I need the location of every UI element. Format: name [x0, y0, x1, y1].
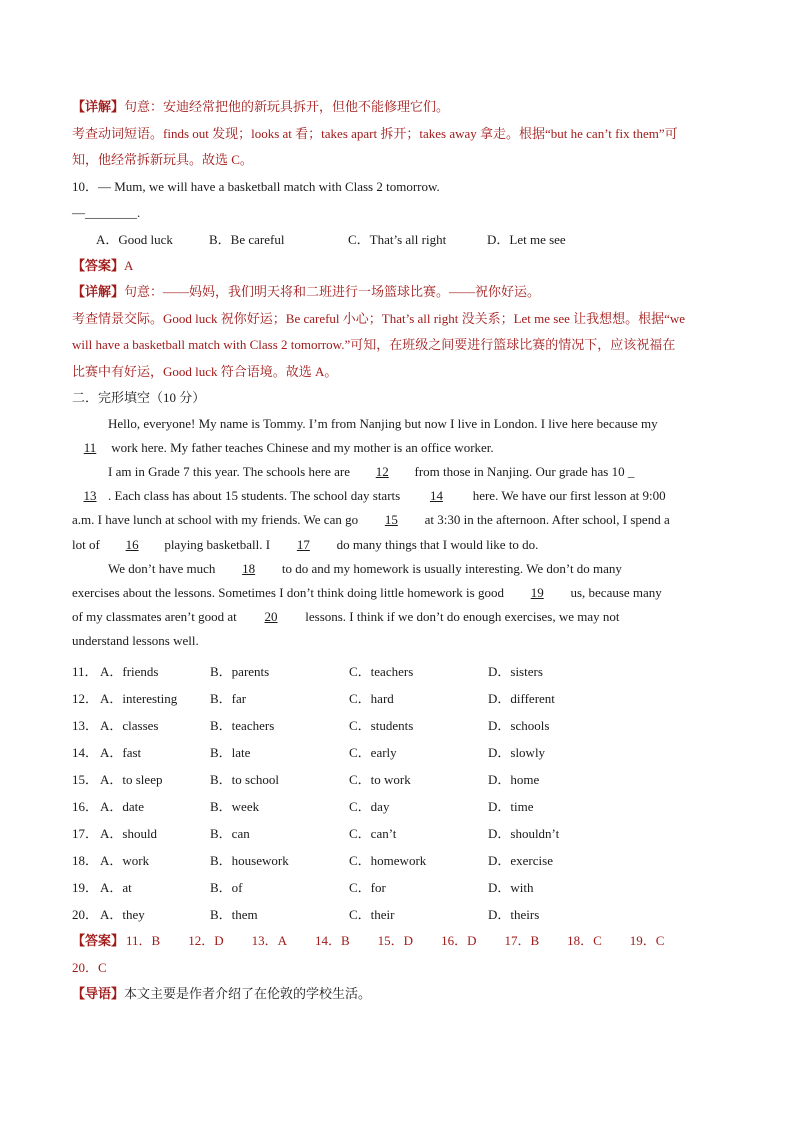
option-row	[72, 874, 724, 901]
q9-explain-line: 考查动词短语。finds out 发现；looks at 看；takes apart 拆开；takes away 拿走。根据“but he can’t fix them”可	[72, 125, 678, 141]
guide-line	[72, 981, 724, 1008]
blank-15: 15	[384, 512, 398, 528]
option-row	[72, 793, 724, 820]
explain-text: 句意：安迪经常把他的新玩具拆开，但他不能修理它们。	[124, 99, 450, 114]
option-a: A．should	[100, 826, 158, 842]
blank-19: 19	[530, 584, 544, 600]
option-b: B．can	[210, 826, 250, 842]
question-number: 18．	[72, 853, 99, 869]
option-d: D．shouldn’t	[488, 826, 560, 842]
option-c: C．for	[349, 880, 386, 896]
q9-explain-line	[72, 94, 724, 121]
section-title: 二．完形填空（10 分）	[72, 390, 206, 405]
option-a: A．they	[100, 907, 145, 923]
passage-line	[72, 581, 724, 605]
passage-line: Hello, everyone! My name is Tommy. I’m from Nanjing but now I live in London. I live here because my	[108, 415, 658, 431]
blank-11: 11	[83, 439, 97, 455]
option-d: D．slowly	[488, 744, 546, 760]
option-d: D．home	[488, 771, 540, 787]
options-list	[72, 658, 724, 929]
question-10-explain: 比赛中有好运，Good luck 符合语境。故选 A。	[72, 363, 338, 379]
passage-text: We don’t have much	[108, 560, 216, 576]
option-c: C．their	[349, 907, 395, 923]
explain-text: 句意：——妈妈，我们明天将和二班进行一场篮球比赛。——祝你好运。	[124, 284, 541, 299]
passage-text: here. We have our first lesson at 9:00	[472, 488, 666, 504]
question-number: 19．	[72, 880, 99, 896]
option-b: B．them	[210, 907, 258, 923]
option-a: A．to sleep	[100, 771, 163, 787]
blank-14: 14	[429, 488, 443, 504]
option-b: B．late	[210, 744, 251, 760]
cloze-passage	[72, 412, 724, 654]
answer-item: 14．B	[315, 933, 350, 949]
passage-text: to do and my homework is usually interesting. We don’t do many	[281, 560, 622, 576]
passage-line	[72, 533, 724, 557]
option-row	[72, 820, 724, 847]
option-c: C．homework	[349, 853, 427, 869]
option-c: C．to work	[349, 771, 411, 787]
answer-item: 11．B	[126, 933, 161, 949]
question-number: 13．	[72, 717, 99, 733]
question-number: 15．	[72, 771, 99, 787]
question-number: 16．	[72, 799, 99, 814]
option-b: B．housework	[210, 853, 289, 869]
question-10-explain: will have a basketball match with Class 2 tomorrow.”可知，在班级之间要进行篮球比赛的情况下，应该祝福在	[72, 337, 676, 352]
blank-13: 13	[83, 488, 97, 504]
passage-text: us, because many	[570, 584, 662, 600]
option-row	[72, 847, 724, 874]
option-c: C．teachers	[349, 663, 414, 679]
question-10-explain	[72, 279, 724, 306]
passage-text: exercises about the lessons. Sometimes I don’t think doing little homework is good	[72, 584, 504, 600]
passage-text: a.m. I have lunch at school with my friends. We can go	[72, 512, 359, 528]
option-a: A．at	[100, 880, 132, 896]
passage-line: understand lessons well.	[72, 633, 199, 649]
option-row	[72, 658, 724, 685]
question-number: 12．	[72, 690, 99, 706]
option-b: B．far	[210, 690, 247, 706]
option-b: B．Be careful	[209, 231, 285, 247]
option-d: D．with	[488, 880, 534, 896]
question-number: 14．	[72, 744, 99, 760]
option-c: C．day	[349, 799, 390, 814]
blank-20: 20	[264, 609, 278, 625]
question-number: 17．	[72, 826, 99, 842]
question-10-answer	[72, 253, 724, 280]
answer-item: 16．D	[441, 933, 477, 949]
option-c: C．early	[349, 744, 397, 760]
passage-line	[72, 508, 724, 532]
passage-text: of my classmates aren’t good at	[72, 609, 237, 625]
option-row	[72, 685, 724, 712]
option-d: D．schools	[488, 717, 550, 733]
passage-text: do many things that I would like to do.	[336, 536, 539, 552]
option-b: B．of	[210, 880, 243, 896]
question-10-options	[72, 227, 724, 253]
answer-items	[126, 928, 692, 955]
question-10-explain: 考查情景交际。Good luck 祝你好运；Be careful 小心；That’s all right 没关系；Let me see 让我想想。根据“we	[72, 310, 686, 326]
answer-item: 15．D	[377, 933, 414, 949]
option-a: A．work	[100, 853, 150, 869]
passage-text: playing basketball. I	[164, 536, 271, 552]
answer-item: 13．A	[251, 933, 287, 949]
option-a: A．classes	[100, 717, 159, 733]
option-d: D．sisters	[488, 663, 543, 679]
option-c: C．students	[349, 717, 414, 733]
passage-text: lessons. I think if we don’t do enough exercises, we may not	[305, 609, 620, 625]
guide-text: 本文主要是作者介绍了在伦敦的学校生活。	[124, 986, 372, 1002]
option-row	[72, 739, 724, 766]
guide-tag: 【导语】	[72, 986, 125, 1002]
option-a: A．fast	[100, 744, 142, 760]
blank-17: 17	[296, 536, 310, 552]
option-row	[72, 766, 724, 793]
option-b: B．week	[210, 799, 260, 814]
option-c: C．can’t	[349, 826, 397, 842]
answer-tag: 【答案】	[72, 257, 125, 273]
option-d: D．theirs	[488, 907, 540, 923]
passage-text: lot of	[72, 536, 100, 552]
blank-16: 16	[125, 536, 139, 552]
answer-value: A	[124, 257, 134, 273]
question-number: 11．	[72, 663, 98, 679]
answer-tag: 【答案】	[72, 933, 125, 949]
option-a: A．Good luck	[96, 231, 173, 247]
passage-line	[72, 484, 724, 508]
answer-item: 17．B	[504, 933, 540, 949]
option-row	[72, 901, 724, 928]
explain-tag: 【详解】	[72, 99, 125, 114]
passage-line	[72, 557, 724, 581]
option-c: C．hard	[349, 690, 394, 706]
passage-text: work here. My father teaches Chinese and my mother is an office worker.	[111, 439, 494, 455]
passage-line	[72, 460, 724, 484]
option-b: B．to school	[210, 771, 279, 787]
option-a: A．friends	[100, 663, 159, 679]
option-d: D．time	[488, 799, 534, 814]
explain-tag: 【详解】	[72, 284, 125, 299]
answer-item: 12．D	[188, 933, 224, 949]
answers-line-2: 20．C	[72, 959, 107, 975]
blank-12: 12	[375, 463, 389, 479]
question-10-reply: —________.	[72, 205, 141, 220]
q9-explain-line: 知，他经常拆新玩具。故选 C。	[72, 152, 253, 167]
option-c: C．That’s all right	[348, 231, 447, 247]
option-b: B．parents	[210, 663, 270, 679]
answers-line	[72, 928, 724, 955]
document-page	[72, 94, 724, 1008]
passage-text: . Each class has about 15 students. The school day starts	[108, 488, 401, 504]
option-row	[72, 712, 724, 739]
blank-18: 18	[242, 560, 256, 576]
passage-text: from those in Nanjing. Our grade has 10 _	[414, 463, 635, 479]
question-10-stem: 10．— Mum, we will have a basketball match with Class 2 tomorrow.	[72, 178, 440, 194]
option-a: A．date	[100, 799, 145, 814]
passage-line	[72, 436, 724, 460]
option-b: B．teachers	[210, 717, 275, 733]
passage-text: I am in Grade 7 this year. The schools here are	[108, 463, 350, 479]
answer-item: 18．C	[567, 933, 602, 949]
answer-item: 19．C	[629, 933, 665, 949]
question-number: 20．	[72, 907, 99, 923]
option-d: D．different	[488, 690, 555, 706]
option-d: D．Let me see	[487, 231, 566, 247]
passage-line	[72, 605, 724, 629]
passage-text: at 3:30 in the afternoon. After school, I spend a	[424, 512, 670, 528]
option-d: D．exercise	[488, 853, 553, 869]
option-a: A．interesting	[100, 690, 178, 706]
